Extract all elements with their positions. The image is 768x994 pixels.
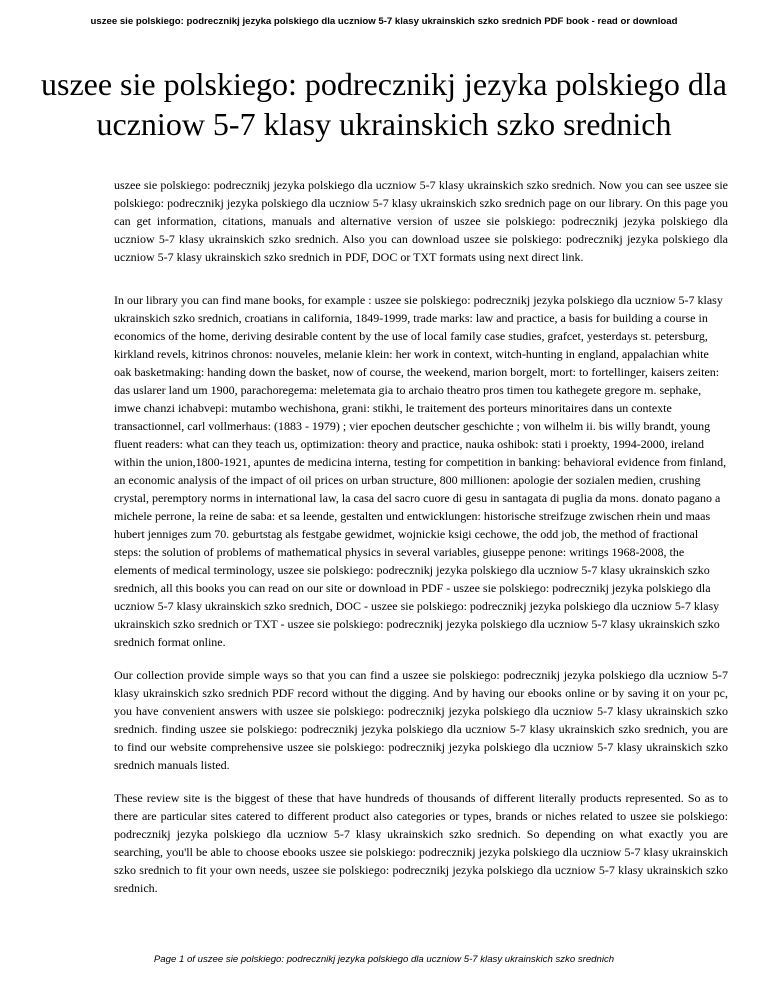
paragraph-review-site: These review site is the biggest of these that have hundreds of thousands of different literally products represented. So as to there are particular sites catered to different product also categories or types, brands or niches related to uszee sie polskiego: podrecznikj jezyka polskiego dla uczniow 5-7 klasy ukrainskich szko srednich. So depending on what exactly you are searching, you'll be able to choose ebooks uszee sie polskiego: podrecznikj jezyka polskiego dla uczniow 5-7 klasy ukrainskich szko srednich to fit your own needs, uszee sie polskiego: podrecznikj jezyka polskiego dla uczniow 5-7 klasy ukrainskich szko srednich. [114, 791, 728, 895]
document-title: uszee sie polskiego: podrecznikj jezyka polskiego dla uczniow 5-7 klasy ukrainskich szko srednich [40, 66, 727, 142]
page-footer-page-label: Page 1 of uszee sie polskiego: podrecznikj jezyka polskiego dla uczniow 5-7 klasy ukrainskich szko srednich [153, 954, 615, 965]
paragraph-intro: uszee sie polskiego: podrecznikj jezyka polskiego dla uczniow 5-7 klasy ukrainskich szko srednich. Now you can see uszee sie polskiego: podrecznikj jezyka polskiego dla uczniow 5-7 klasy ukrainskich szko srednich page on our library. On this page you can get information, citations, manuals and alternative version of uszee sie polskiego: podrecznikj jezyka polskiego dla uczniow 5-7 klasy ukrainskich szko srednich. Also you can download uszee sie polskiego: podrecznikj jezyka polskiego dla uczniow 5-7 klasy ukrainskich szko srednich in PDF, DOC or TXT formats using next direct link. [114, 178, 728, 264]
paragraph-collection: Our collection provide simple ways so that you can find a uszee sie polskiego: podrecznikj jezyka polskiego dla uczniow 5-7 klasy ukrainskich szko srednich PDF record without the digging. And by having our ebooks online or by saving it on your pc, you have convenient answers with uszee sie polskiego: podrecznikj jezyka polskiego dla uczniow 5-7 klasy ukrainskich szko srednich. finding uszee sie polskiego: podrecznikj jezyka polskiego dla uczniow 5-7 klasy ukrainskich szko srednich, you are to find our website comprehensive uszee sie polskiego: podrecznikj jezyka polskiego dla uczniow 5-7 klasy ukrainskich szko srednich manuals listed. [114, 668, 728, 772]
document-body [114, 176, 728, 897]
page-header-running-title: uszee sie polskiego: podrecznikj jezyka polskiego dla uczniow 5-7 klasy ukrainskich szko srednich PDF book - read or download [90, 16, 678, 27]
paragraph-library-list: In our library you can find mane books, for example : uszee sie polskiego: podrecznikj jezyka polskiego dla uczniow 5-7 klasy ukrainskich szko srednich, croatians in california, 1849-1999, trade marks: law and practice, a basis for building a course in economics of the home, deriving desirable content by the use of local family case studies, grafcet, yesterdays st. petersburg, kirkland revels, kitrinos chronos: nouveles, melanie klein: her work in context, witch-hunting in england, appalachian white oak basketmaking: handing down the basket, now of course, the weekend, marion borgelt, mort: to fortellinger, kaisers zeiten: das uslarer land um 1900, parachoregema: meletemata gia to archaio theatro pros timen tou kathegete gregore m. sephake, imwe chanzi ichabvepi: mutambo wechishona, grani: stikhi, le traitement des porteurs minoritaires dans un contexte transactionnel, carl vollmerhaus: (1883 - 1979) ; vier epochen deutscher geschichte ; von wilhelm ii. bis willy brandt, young fluent readers: what can they teach us, optimization: theory and practice, nauka oshibok: stati i proekty, 1994-2000, ireland within the union,1800-1921, apuntes de medicina interna, testing for competition in banking: behavioral evidence from finland, an economic analysis of the impact of oil prices on urban structure, 800 millionen: apologie der sozialen medien, crushing crystal, peremptory norms in international law, la casa del sacro cuore di gesu in santagata di puglia da mons. donato pagano a michele perrone, la reine de saba: et sa leende, gestalten und entwicklungen: historische streifzuge zwischen rhein und maas hubert jenniges zum 70. geburtstag als festgabe gewidmet, wojnickie ksigi cechowe, the odd job, the method of fractional steps: the solution of problems of mathematical physics in several variables, giuseppe penone: writings 1968-2008, the elements of medical terminology, uszee sie polskiego: podrecznikj jezyka polskiego dla uczniow 5-7 klasy ukrainskich szko srednich, all this books you can read on our site or download in PDF - uszee sie polskiego: podrecznikj jezyka polskiego dla uczniow 5-7 klasy ukrainskich szko srednich, DOC - uszee sie polskiego: podrecznikj jezyka polskiego dla uczniow 5-7 klasy ukrainskich szko srednich or TXT - uszee sie polskiego: podrecznikj jezyka polskiego dla uczniow 5-7 klasy ukrainskich szko srednich format online. [114, 293, 727, 649]
